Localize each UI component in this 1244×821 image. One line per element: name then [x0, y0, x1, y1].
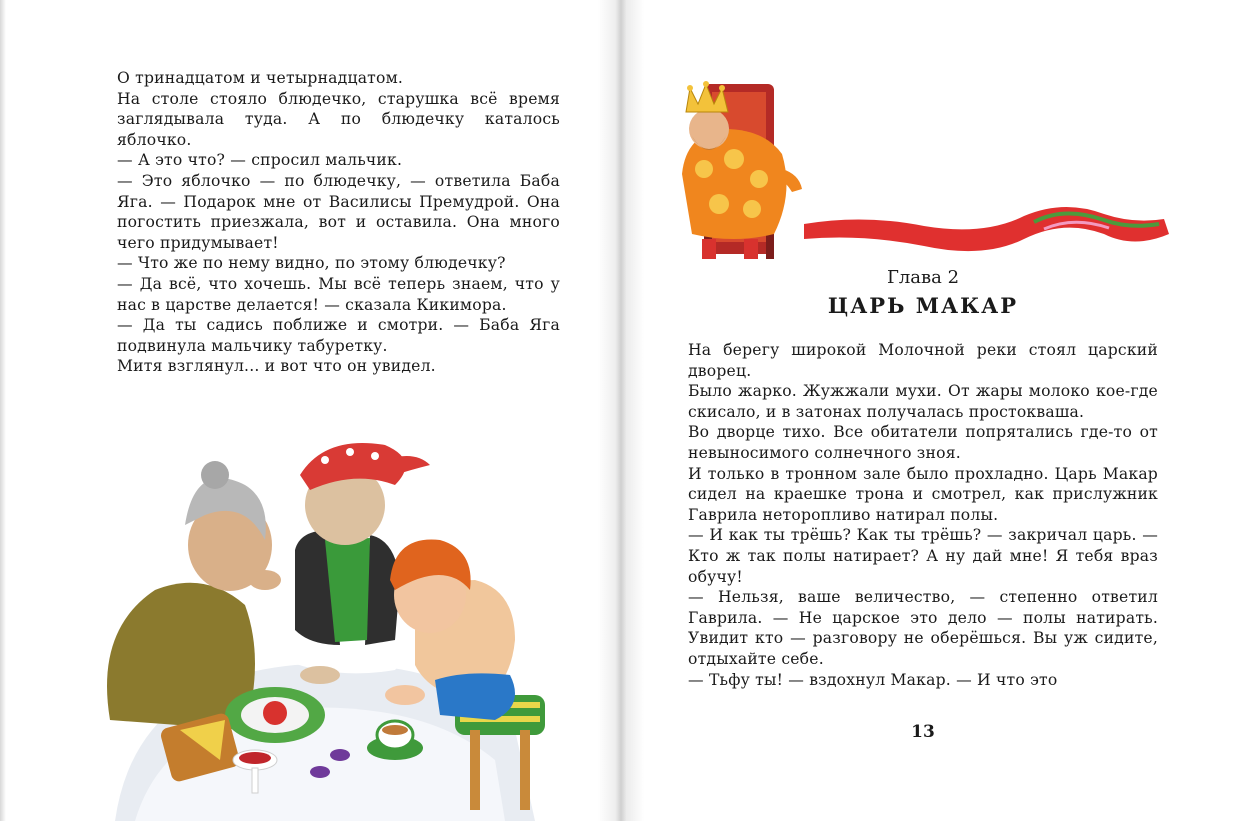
paragraph: — Это яблочко — по блюдечку, — ответила Баба Яга. — Подарок мне от Василисы Премудрой. Она погостить приезжала, вот и оставила. Она много чего придумывает!	[117, 171, 560, 252]
apple	[263, 701, 287, 725]
paragraph: — Тьфу ты! — вздохнул Макар. — И что это	[688, 670, 1058, 689]
paragraph: — Да ты садись поближе и смотри. — Баба Яга подвинула мальчику табуретку.	[117, 316, 560, 355]
ribbon	[804, 207, 1169, 251]
candy	[330, 749, 350, 761]
right-page-text	[688, 340, 1158, 690]
tsar-robe	[682, 129, 787, 239]
candy	[310, 766, 330, 778]
paragraph: — А это что? — спросил мальчик.	[117, 151, 403, 170]
paragraph: На столе стояло блюдечко, старушка всё время заглядывала туда. А по блюдечку каталось яблочко.	[117, 89, 560, 149]
tsar-face	[689, 109, 729, 149]
paragraph: Было жарко. Жужжали мухи. От жары молоко кое-где скисало, и в затонах получалась простокваша.	[688, 382, 1158, 421]
chapter-label: Глава 2	[886, 267, 960, 288]
tsar-makar-throne-illustration	[664, 74, 1184, 264]
paragraph: — Что же по нему видно, по этому блюдечку?	[117, 254, 506, 273]
baba-yaga-table-illustration	[95, 430, 555, 821]
left-page-text	[117, 68, 560, 377]
paragraph: И только в тронном зале было прохладно. Царь Макар сидел на краешке трона и смотрел, как прислужник Гаврила неторопливо натирал полы.	[688, 464, 1158, 524]
paragraph: — И как ты трёшь? Как ты трёшь? — закричал царь. — Кто ж так полы натирает? А ну дай мне! Я тебя враз обучу!	[688, 526, 1158, 586]
paragraph: Митя взглянул... и вот что он увидел.	[117, 357, 436, 376]
paragraph: — Да всё, что хочешь. Мы всё теперь знаем, что у нас в царстве делается! — сказала Кикимора.	[117, 274, 560, 314]
book-gutter	[598, 0, 644, 821]
paragraph: О тринадцатом и четырнадцатом.	[117, 69, 404, 87]
paragraph: — Нельзя, ваше величество, — степенно ответил Гаврила. — Не царское это дело — полы натирать. Увидит кто — разговору не оберёшься. Вы уж сидите, отдыхайте себе.	[688, 588, 1158, 668]
paragraph: На берегу широкой Молочной реки стоял царский дворец.	[688, 341, 1158, 380]
page-edge-shadow	[0, 0, 6, 821]
mitya-shorts	[435, 673, 515, 720]
page-number: 13	[911, 722, 935, 742]
chapter-title: ЦАРЬ МАКАР	[827, 293, 1019, 318]
paragraph: Во дворце тихо. Все обитатели попрятались где-то от невыносимого солнечного зноя.	[688, 423, 1158, 462]
